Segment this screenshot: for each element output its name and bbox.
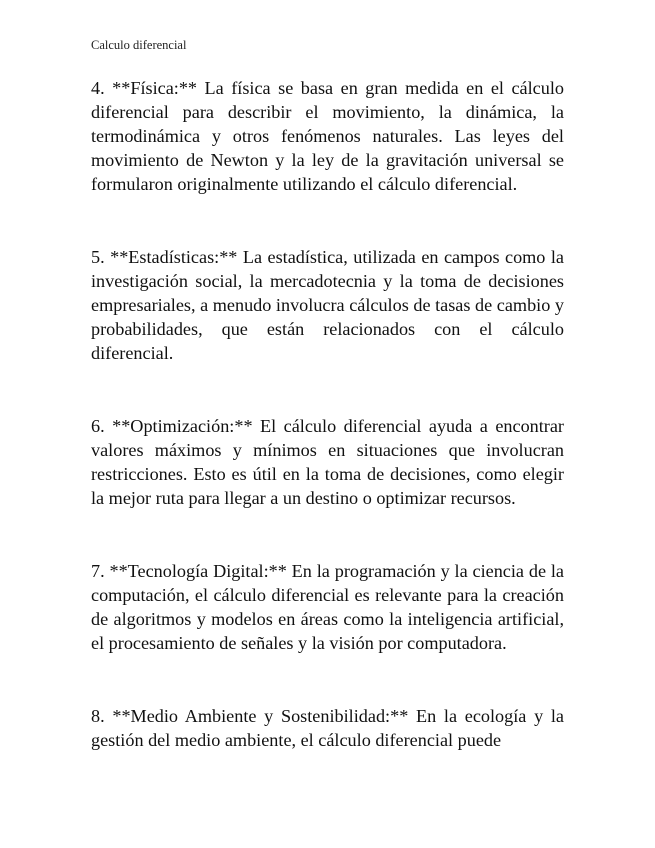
paragraph-estadisticas: 5. **Estadísticas:** La estadística, utilizada en campos como la investigación social, la mercadotecnia y la toma de decisiones empresariales, a menudo involucra cálculos de tasas de cambio y probabilidades, que están relacionados con el cálculo diferencial. (91, 247, 564, 363)
paragraph-optimizacion: 6. **Optimización:** El cálculo diferencial ayuda a encontrar valores máximos y mínimos en situaciones que involucran restricciones. Esto es útil en la toma de decisiones, como elegir la mejor ruta para llegar a un destino o optimizar recursos. (91, 416, 564, 508)
running-header: Calculo diferencial (91, 38, 187, 52)
paragraph-fisica: 4. **Física:** La física se basa en gran medida en el cálculo diferencial para describir el movimiento, la dinámica, la termodinámica y otros fenómenos naturales. Las leyes del movimiento de Newton y la ley de la gravitación universal se formularon originalmente utilizando el cálculo diferencial. (91, 78, 564, 194)
document-body (91, 76, 564, 801)
paragraph-medio-ambiente: 8. **Medio Ambiente y Sostenibilidad:** En la ecología y la gestión del medio ambiente, el cálculo diferencial puede (91, 706, 564, 750)
paragraph-tecnologia-digital: 7. **Tecnología Digital:** En la programación y la ciencia de la computación, el cálculo diferencial es relevante para la creación de algoritmos y modelos en áreas como la inteligencia artificial, el procesamiento de señales y la visión por computadora. (91, 561, 564, 653)
